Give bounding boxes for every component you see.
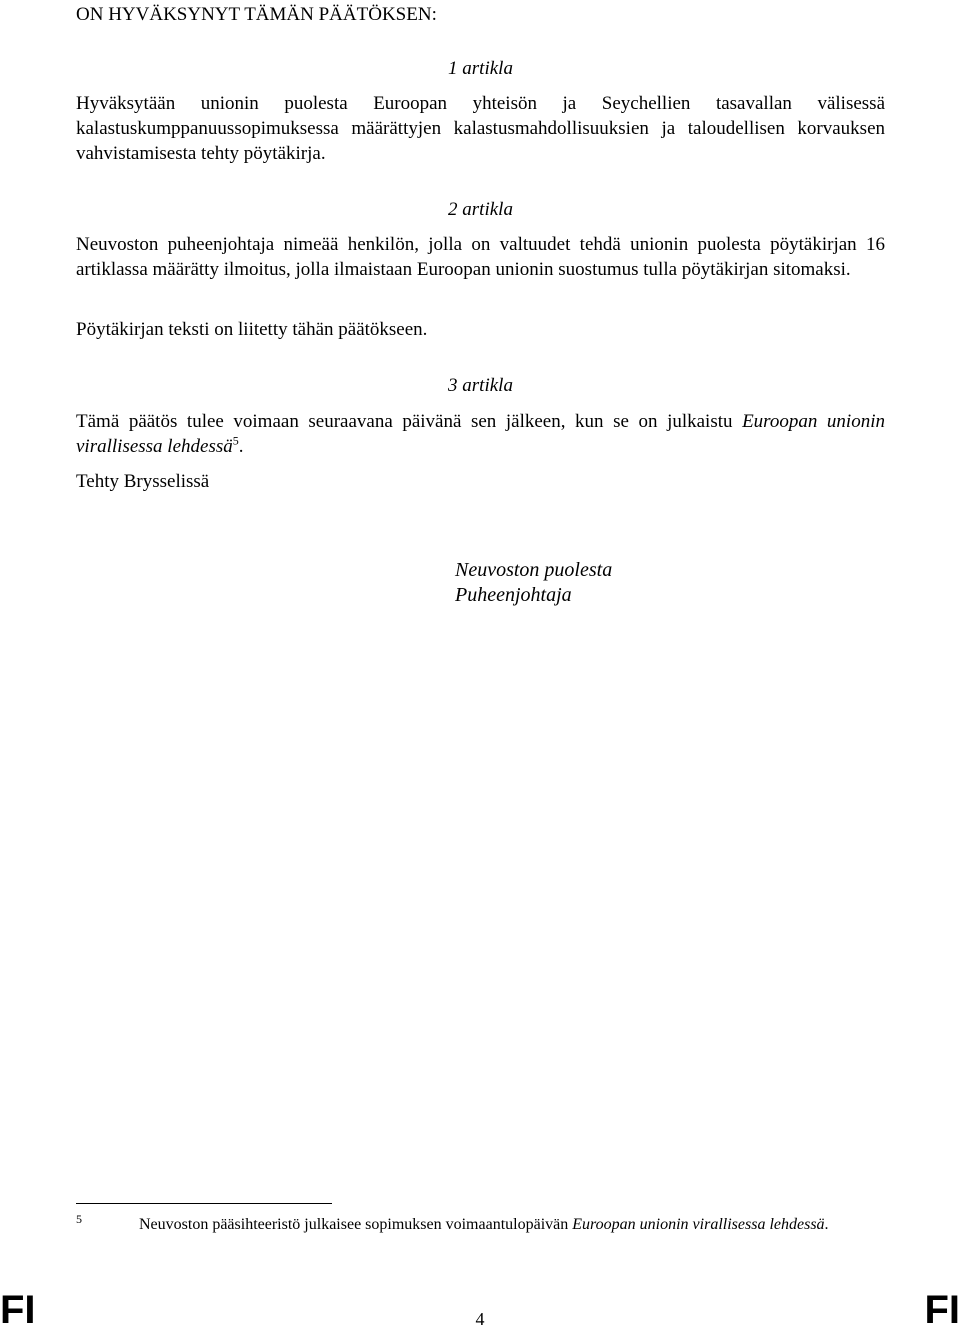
article-2-paragraph-2: Pöytäkirjan teksti on liitetty tähän päätökseen. (76, 319, 428, 340)
footnote-number: 5 (76, 1212, 82, 1226)
footnote-journal-title: Euroopan unionin virallisessa lehdessä (572, 1216, 825, 1233)
footnote-separator (76, 1203, 332, 1204)
footnote-text (139, 1214, 885, 1236)
page-number: 4 (475, 1309, 485, 1329)
preamble: ON HYVÄKSYNYT TÄMÄN PÄÄTÖKSEN: (76, 4, 437, 25)
done-at-place: Tehty Brysselissä (76, 471, 210, 492)
article-3-text: Tämä päätös tulee voimaan seuraavana päivänä sen jälkeen, kun se on julkaistu (76, 411, 743, 432)
article-3-paragraph (76, 409, 885, 459)
footnote-text-end: . (824, 1216, 829, 1233)
language-code-right: FI (924, 1288, 960, 1332)
article-3-text-end: . (238, 436, 244, 457)
article-2-heading: 2 artikla (448, 199, 513, 220)
article-3-heading: 3 artikla (448, 375, 513, 396)
language-code-left: FI (0, 1288, 36, 1332)
signature-line-2: Puheenjohtaja (455, 584, 572, 606)
signature-block (455, 558, 612, 608)
footnote-text-start: Neuvoston pääsihteeristö julkaisee sopimuksen voimaantulopäivän (139, 1216, 573, 1233)
signature-line-1: Neuvoston puolesta (455, 559, 613, 581)
article-2-paragraph-1: Neuvoston puheenjohtaja nimeää henkilön, jolla on valtuudet tehdä unionin puolesta pöytäkirjan 16 artiklassa määrätty ilmoitus, jolla ilmaistaan Euroopan unionin suostumus tulla pöytäkirjan sitomaksi. (76, 234, 885, 280)
article-1-heading: 1 artikla (448, 58, 513, 79)
footnote-reference: 5 (232, 433, 239, 448)
article-1-paragraph: Hyväksytään unionin puolesta Euroopan yhteisön ja Seychellien tasavallan välisessä kalastuskumppanuussopimuksessa määrättyjen kalastusmahdollisuuksien ja taloudellisen korvauksen vahvistamisesta tehty pöytäkirja. (76, 93, 885, 164)
official-journal-title: Euroopan unionin virallisessa lehdessä (76, 411, 885, 457)
